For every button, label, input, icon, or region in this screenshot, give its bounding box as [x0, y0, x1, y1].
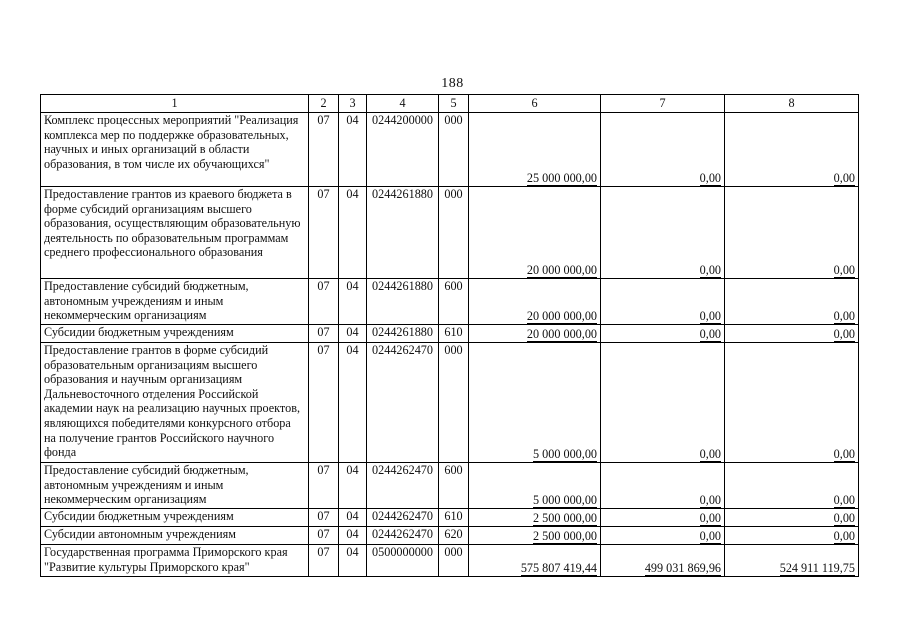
row-target-article: 0244262470 [367, 509, 439, 527]
row-amount-7: 0,00 [601, 527, 725, 545]
column-header: 4 [367, 95, 439, 113]
row-target-article: 0500000000 [367, 545, 439, 577]
row-amount-8: 0,00 [725, 187, 859, 279]
row-amount-6: 20 000 000,00 [469, 187, 601, 279]
row-amount-6: 2 500 000,00 [469, 527, 601, 545]
row-amount-7: 0,00 [601, 325, 725, 343]
row-target-article: 0244261880 [367, 325, 439, 343]
row-expense-type: 000 [439, 187, 469, 279]
row-expense-type: 600 [439, 463, 469, 509]
row-name: Предоставление субсидий бюджетным, автономным учреждениям и иным некоммерческим организациям [41, 279, 309, 325]
row-name: Комплекс процессных мероприятий "Реализация комплекса мер по поддержке образовательных, научных и иных организаций в области образования, в том числе их обучающихся" [41, 113, 309, 187]
row-name: Предоставление грантов в форме субсидий образовательным организациям высшего образования и научным организациям Дальневосточного отделения Российской академии наук на реализацию научных проектов, являющихся победителями конкурсного отбора на получение грантов Российского научного фонда [41, 343, 309, 463]
row-amount-8: 0,00 [725, 509, 859, 527]
row-expense-type: 000 [439, 113, 469, 187]
row-amount-7: 0,00 [601, 279, 725, 325]
row-target-article: 0244262470 [367, 463, 439, 509]
row-section: 07 [309, 343, 339, 463]
row-section: 07 [309, 463, 339, 509]
row-subsection: 04 [339, 545, 367, 577]
row-subsection: 04 [339, 343, 367, 463]
row-subsection: 04 [339, 187, 367, 279]
row-amount-8: 0,00 [725, 113, 859, 187]
row-target-article: 0244262470 [367, 527, 439, 545]
column-header: 2 [309, 95, 339, 113]
budget-table [40, 94, 859, 577]
table-row [41, 509, 859, 527]
row-name: Субсидии бюджетным учреждениям [41, 509, 309, 527]
column-header: 7 [601, 95, 725, 113]
row-amount-7: 0,00 [601, 509, 725, 527]
row-target-article: 0244261880 [367, 187, 439, 279]
row-amount-7: 0,00 [601, 343, 725, 463]
row-section: 07 [309, 325, 339, 343]
row-section: 07 [309, 113, 339, 187]
row-amount-8: 524 911 119,75 [725, 545, 859, 577]
column-header: 6 [469, 95, 601, 113]
table-row [41, 527, 859, 545]
row-name: Предоставление субсидий бюджетным, автономным учреждениям и иным некоммерческим организациям [41, 463, 309, 509]
row-target-article: 0244261880 [367, 279, 439, 325]
row-subsection: 04 [339, 325, 367, 343]
row-amount-8: 0,00 [725, 463, 859, 509]
row-amount-7: 0,00 [601, 463, 725, 509]
row-target-article: 0244200000 [367, 113, 439, 187]
table-row [41, 187, 859, 279]
row-amount-6: 575 807 419,44 [469, 545, 601, 577]
row-section: 07 [309, 187, 339, 279]
row-amount-7: 0,00 [601, 187, 725, 279]
table-row [41, 343, 859, 463]
table-row [41, 325, 859, 343]
row-amount-6: 25 000 000,00 [469, 113, 601, 187]
row-amount-6: 20 000 000,00 [469, 325, 601, 343]
row-amount-8: 0,00 [725, 343, 859, 463]
row-expense-type: 610 [439, 325, 469, 343]
row-section: 07 [309, 279, 339, 325]
table-row [41, 545, 859, 577]
row-section: 07 [309, 545, 339, 577]
row-name: Субсидии бюджетным учреждениям [41, 325, 309, 343]
row-expense-type: 620 [439, 527, 469, 545]
row-amount-6: 20 000 000,00 [469, 279, 601, 325]
row-amount-7: 499 031 869,96 [601, 545, 725, 577]
column-header: 5 [439, 95, 469, 113]
row-expense-type: 000 [439, 545, 469, 577]
row-amount-6: 2 500 000,00 [469, 509, 601, 527]
row-expense-type: 610 [439, 509, 469, 527]
row-amount-7: 0,00 [601, 113, 725, 187]
row-subsection: 04 [339, 463, 367, 509]
row-subsection: 04 [339, 113, 367, 187]
row-subsection: 04 [339, 279, 367, 325]
row-amount-6: 5 000 000,00 [469, 463, 601, 509]
column-header: 1 [41, 95, 309, 113]
header-row [41, 95, 859, 113]
column-header: 8 [725, 95, 859, 113]
row-subsection: 04 [339, 527, 367, 545]
column-header: 3 [339, 95, 367, 113]
row-amount-8: 0,00 [725, 325, 859, 343]
row-subsection: 04 [339, 509, 367, 527]
row-name: Предоставление грантов из краевого бюджета в форме субсидий организациям высшего образования, осуществляющим образовательную деятельность по образовательным программам среднего профессионального образования [41, 187, 309, 279]
row-expense-type: 000 [439, 343, 469, 463]
row-section: 07 [309, 509, 339, 527]
row-amount-8: 0,00 [725, 279, 859, 325]
table-row [41, 463, 859, 509]
page-number: 188 [441, 76, 464, 91]
table-row [41, 279, 859, 325]
row-name: Государственная программа Приморского края "Развитие культуры Приморского края" [41, 545, 309, 577]
row-section: 07 [309, 527, 339, 545]
row-name: Субсидии автономным учреждениям [41, 527, 309, 545]
row-amount-8: 0,00 [725, 527, 859, 545]
row-amount-6: 5 000 000,00 [469, 343, 601, 463]
row-target-article: 0244262470 [367, 343, 439, 463]
table-row [41, 113, 859, 187]
row-expense-type: 600 [439, 279, 469, 325]
